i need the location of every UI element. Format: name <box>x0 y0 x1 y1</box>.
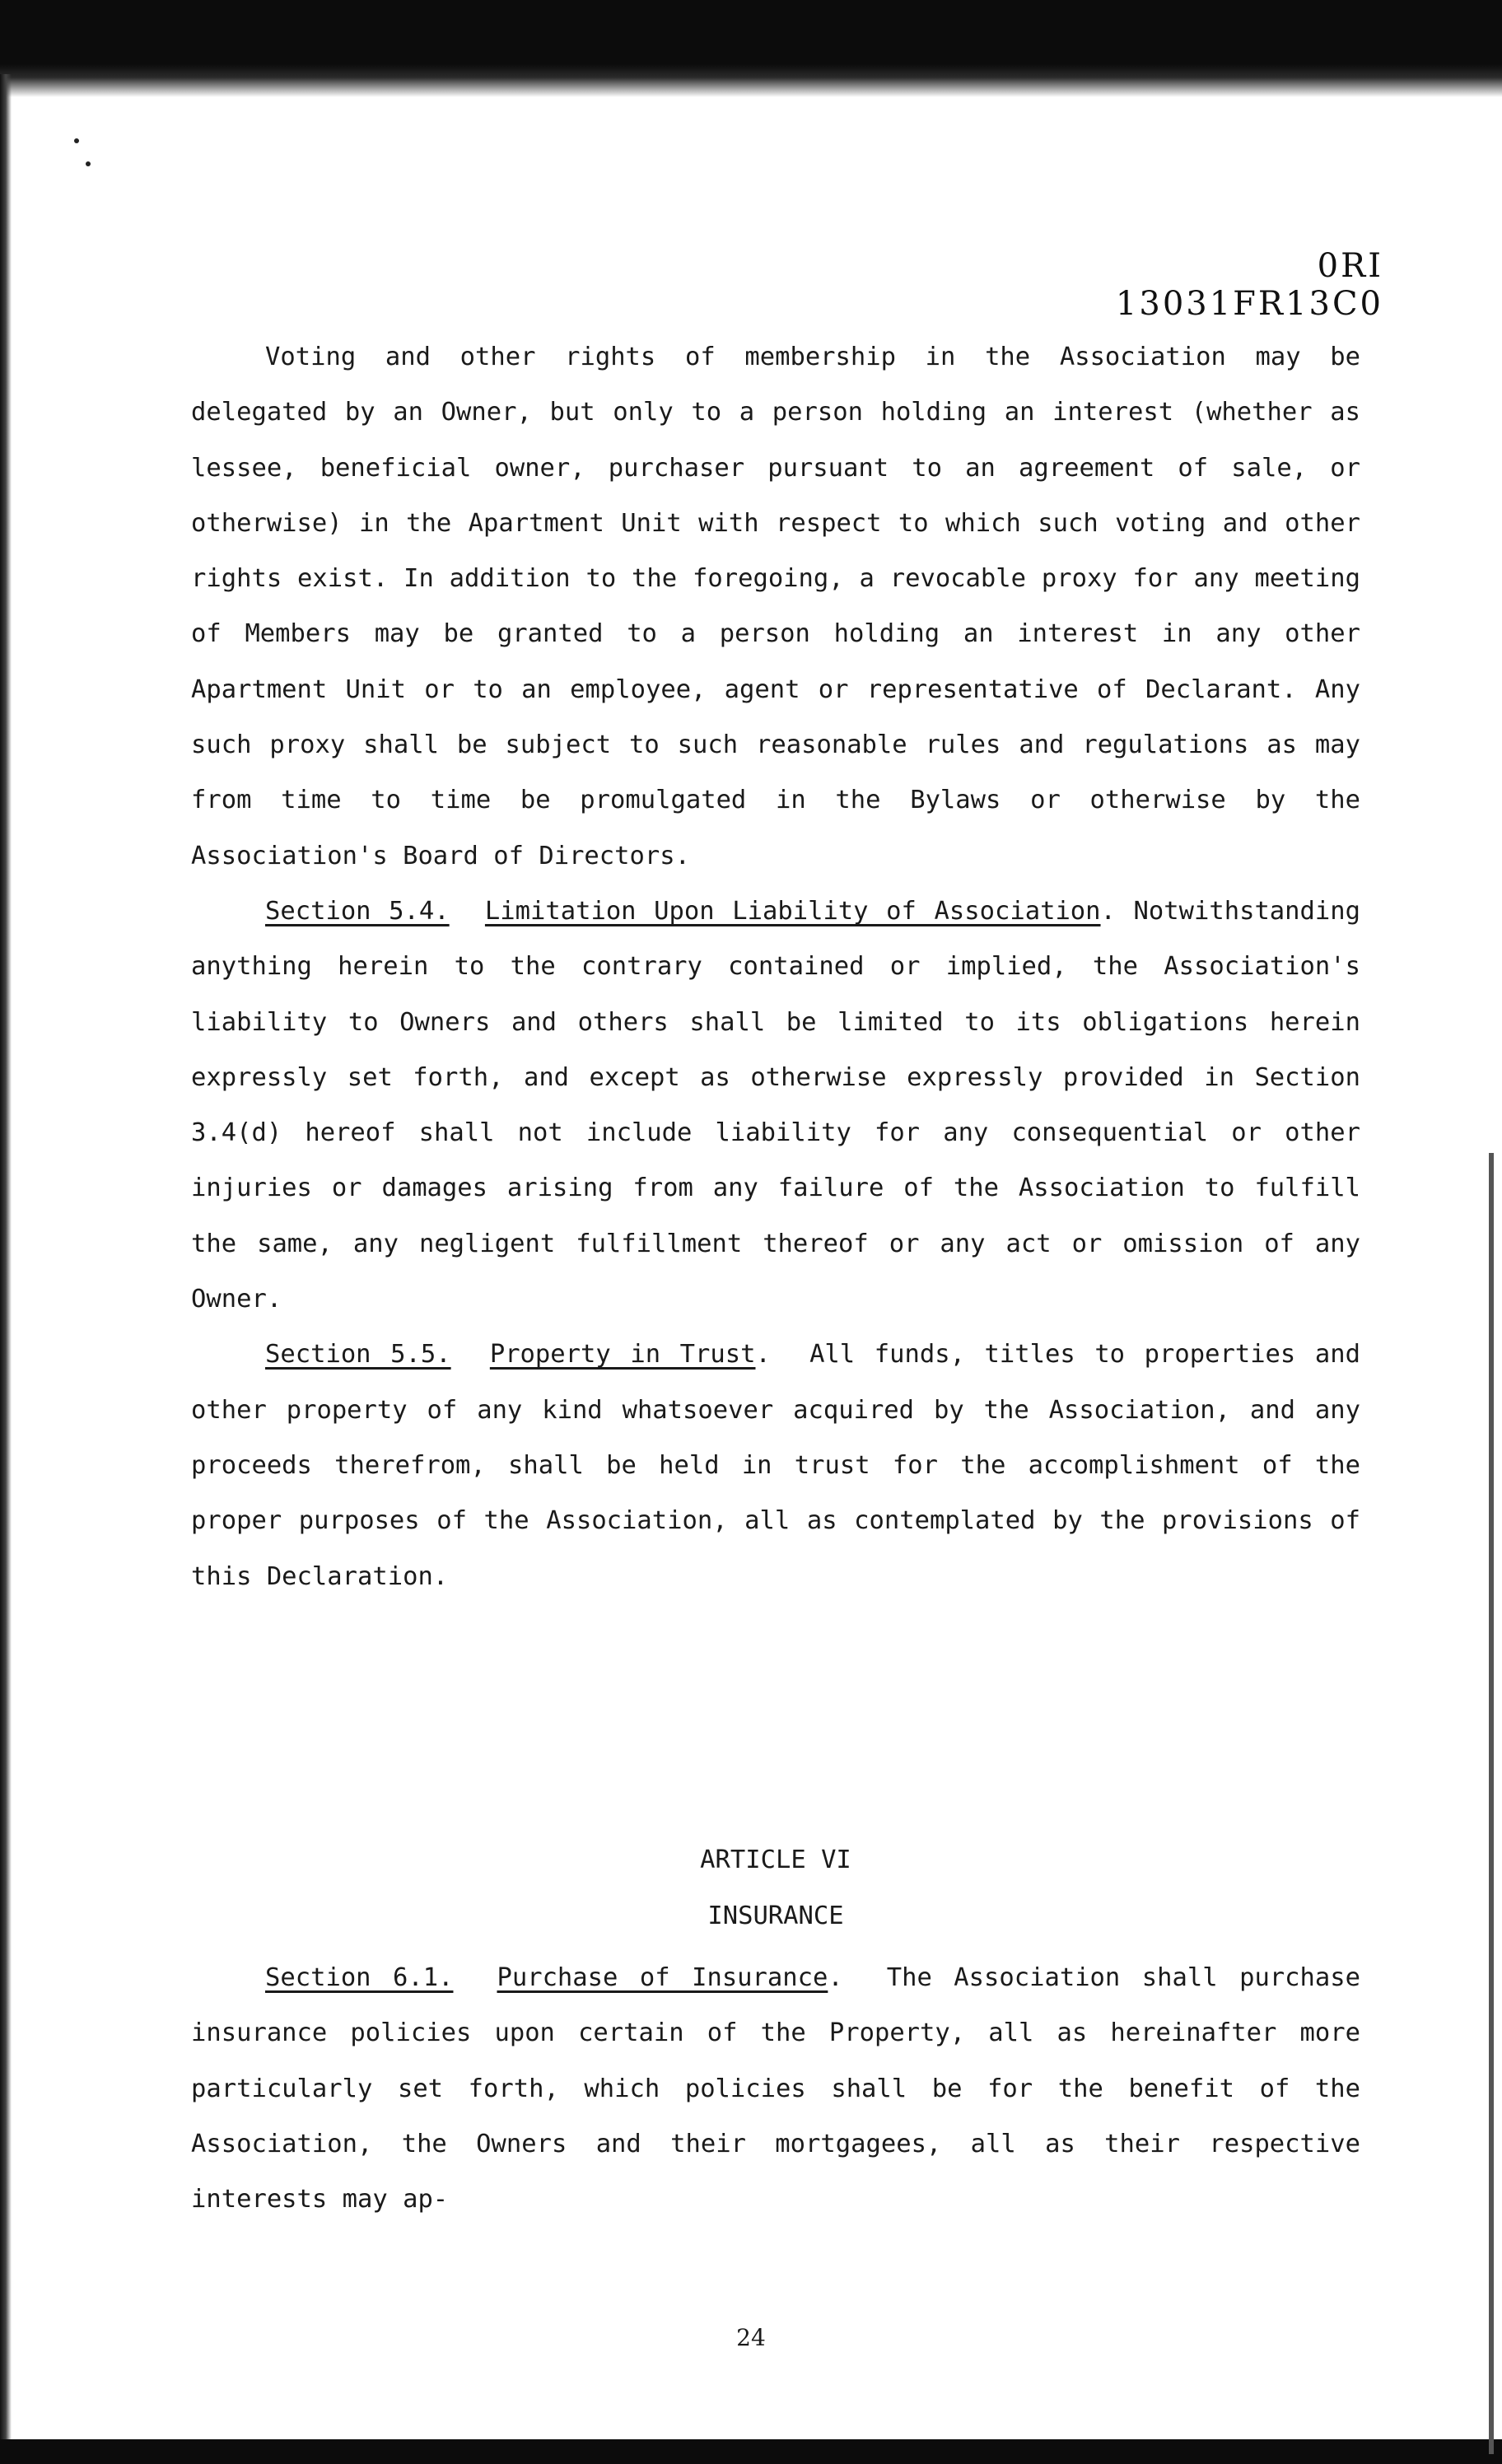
paragraph-voting-rights: Voting and other rights of membership in the Association may be delegated by an Owner, but only to a person holding an interest (whether as lessee, beneficial owner, purchaser pursuant to an agreement of sale, or otherwise) in the Apartment Unit with respect to which such voting and other rights exist. In addition to the foregoing, a revocable proxy for any meeting of Members may be granted to a person holding an interest in any other Apartment Unit or to an employee, agent or representative of Declarant. Any such proxy shall be subject to such reasonable rules and regulations as may from time to time be promulgated in the Bylaws or otherwise by the Association's Board of Directors. <box>191 343 1360 870</box>
article-title: INSURANCE <box>707 1902 844 1930</box>
section-5-5-text: All funds, titles to properties and other property of any kind whatsoever acquired by the Association, and any proceeds therefrom, shall be held in trust for the accomplishment of the proper purposes of the Association, all as contemplated by the provisions of this Declaration. <box>191 1340 1360 1591</box>
document-reference-number: 0RI 13031FR13C0 <box>1115 247 1383 323</box>
article-label: ARTICLE VI <box>700 1846 851 1874</box>
section-5-4-title: Limitation Upon Liability of Association <box>484 896 1101 926</box>
page-number: 24 <box>736 2324 766 2351</box>
document-body-continued <box>191 1950 1360 2227</box>
scan-border-right <box>1489 1153 1494 2454</box>
scan-border-top <box>0 0 1502 74</box>
section-5-4-number: Section 5.4. <box>265 896 450 926</box>
scan-border-top-edge <box>0 64 1502 97</box>
section-5-5-title: Property in Trust <box>489 1340 756 1370</box>
scan-border-bottom <box>0 2439 1502 2464</box>
section-6-1-title: Purchase of Insurance <box>497 1963 828 1992</box>
section-6-1-number: Section 6.1. <box>265 1963 454 1992</box>
section-5-5: Section 5.5. Property in Trust. All funds, titles to properties and other property of any kind whatsoever acquired by the Association, and any proceeds therefrom, shall be held in trust for the accomplishment of the proper purposes of the Association, all as contemplated by the provisions of this Declaration. <box>191 1340 1360 1591</box>
section-6-1: Section 6.1. Purchase of Insurance. The Association shall purchase insurance policies upon certain of the Property, all as hereinafter more particularly set forth, which policies shall be for the benefit of the Association, the Owners and their mortgagees, all as their respective interests may ap- <box>191 1963 1360 2214</box>
section-5-4-text: Notwithstanding anything herein to the contrary contained or implied, the Association's liability to Owners and others shall be limited to its obligations herein expressly set forth, and except as otherwise expressly provided in Section 3.4(d) hereof shall not include liability for any consequential or other injuries or damages arising from any failure of the Association to fulfill the same, any negligent fulfillment thereof or any act or omission of any Owner. <box>191 896 1360 1314</box>
section-6-1-text: The Association shall purchase insurance policies upon certain of the Property, all as hereinafter more particularly set forth, which policies shall be for the benefit of the Association, the Owners and their mortgagees, all as their respective interests may ap- <box>191 1963 1360 2214</box>
section-5-5-number: Section 5.5. <box>265 1340 451 1370</box>
section-5-4: Section 5.4. Limitation Upon Liability of Association. Notwithstanding anything herein to the contrary contained or implied, the Association's liability to Owners and others shall be limited to its obligations herein expressly set forth, and except as otherwise expressly provided in Section 3.4(d) hereof shall not include liability for any consequential or other injuries or damages arising from any failure of the Association to fulfill the same, any negligent fulfillment thereof or any act or omission of any Owner. <box>191 896 1360 1314</box>
scan-speck <box>86 161 91 166</box>
document-body <box>191 329 1360 1604</box>
scan-speck <box>74 138 79 143</box>
scan-border-left <box>0 74 12 2464</box>
